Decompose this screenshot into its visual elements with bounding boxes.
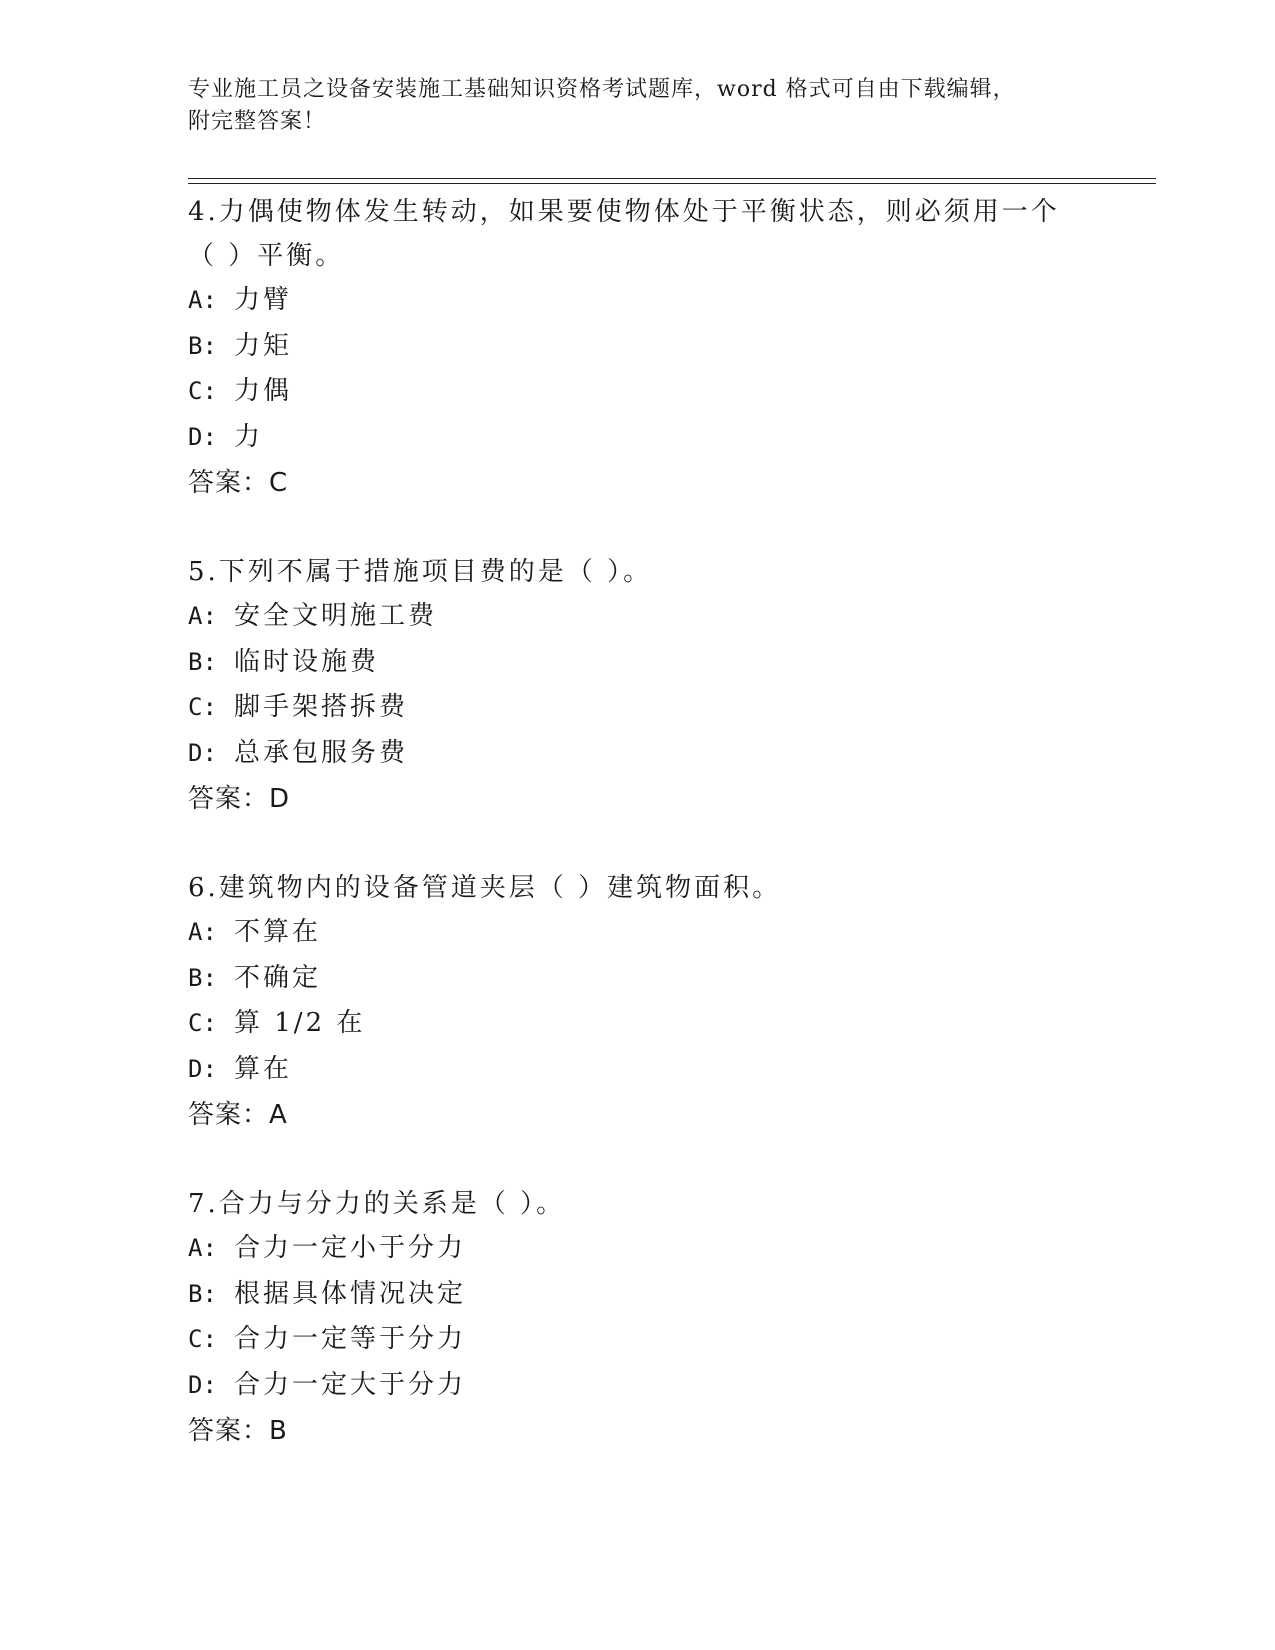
option-c: [188, 369, 1148, 415]
option-d: [188, 1363, 1148, 1409]
question-spacer: [188, 506, 1148, 550]
option-text: 算在: [234, 1053, 293, 1084]
option-key: B:: [188, 1279, 217, 1308]
option-text: 临时设施费: [234, 646, 380, 677]
header-divider-bottom: [188, 183, 1156, 184]
question-4: [188, 190, 1148, 506]
option-key: A:: [188, 286, 217, 314]
option-key: A:: [188, 1234, 217, 1262]
option-b: [188, 640, 1148, 686]
option-text: 安全文明施工费: [234, 601, 438, 631]
option-text: 合力一定大于分力: [234, 1369, 467, 1400]
question-stem: [188, 1182, 1148, 1226]
option-text: 力矩: [234, 330, 293, 361]
option-b: [188, 956, 1148, 1002]
option-c: [188, 1317, 1148, 1363]
option-text: 力偶: [234, 376, 293, 406]
option-d: [188, 415, 1148, 461]
question-spacer: [188, 822, 1148, 866]
option-key: B:: [188, 331, 217, 360]
option-text: 脚手架搭拆费: [234, 692, 409, 722]
option-c: [188, 1001, 1148, 1047]
question-spacer: [188, 1138, 1148, 1182]
question-stem: [188, 866, 1148, 910]
option-a: [188, 594, 1148, 640]
question-5: [188, 550, 1148, 822]
question-stem: [188, 550, 1148, 594]
option-text: 不确定: [234, 962, 322, 993]
question-stem-line-2: （ ）平衡。: [188, 241, 345, 271]
option-text: 不算在: [234, 917, 322, 947]
option-text: 根据具体情况决定: [234, 1278, 467, 1309]
option-key: D:: [188, 1054, 217, 1083]
option-key: D:: [188, 422, 217, 451]
option-key: D:: [188, 1370, 217, 1399]
option-text: 总承包服务费: [234, 737, 409, 768]
header-divider-top: [188, 178, 1156, 179]
document-header: [188, 74, 1068, 138]
option-key: B:: [188, 963, 217, 992]
question-stem-line-1: 4.力偶使物体发生转动，如果要使物体处于平衡状态，则必须用一个: [188, 197, 1060, 227]
option-key: A:: [188, 918, 217, 946]
option-key: D:: [188, 738, 217, 767]
question-list: [188, 190, 1148, 1454]
option-text: 算 1/2 在: [234, 1008, 366, 1038]
option-key: B:: [188, 647, 217, 676]
option-a: [188, 278, 1148, 324]
option-b: [188, 324, 1148, 370]
option-key: A:: [188, 602, 217, 630]
option-d: [188, 1047, 1148, 1093]
question-6: [188, 866, 1148, 1138]
answer: 答案：B: [188, 1416, 288, 1446]
option-text: 力臂: [234, 285, 293, 315]
option-c: [188, 685, 1148, 731]
option-d: [188, 731, 1148, 777]
option-key: C:: [188, 1325, 217, 1353]
header-line-2: 附完整答案！: [188, 109, 327, 134]
answer: 答案：C: [188, 468, 289, 498]
option-key: C:: [188, 377, 217, 405]
option-a: [188, 910, 1148, 956]
option-text: 合力一定小于分力: [234, 1233, 467, 1263]
question-stem-line-1: 5.下列不属于措施项目费的是（ ）。: [188, 557, 653, 587]
question-stem: [188, 190, 1148, 278]
answer: 答案：A: [188, 1100, 288, 1130]
option-key: C:: [188, 1009, 217, 1037]
option-b: [188, 1272, 1148, 1318]
question-stem-line-1: 6.建筑物内的设备管道夹层（ ）建筑物面积。: [188, 873, 782, 903]
question-stem-line-1: 7.合力与分力的关系是（ ）。: [188, 1189, 566, 1219]
answer: 答案：D: [188, 784, 291, 814]
option-key: C:: [188, 693, 217, 721]
question-7: [188, 1182, 1148, 1454]
option-a: [188, 1226, 1148, 1272]
option-text: 合力一定等于分力: [234, 1324, 467, 1354]
option-text: 力: [234, 421, 264, 452]
header-line-1: 专业施工员之设备安装施工基础知识资格考试题库，word 格式可自由下载编辑，: [188, 77, 1016, 102]
